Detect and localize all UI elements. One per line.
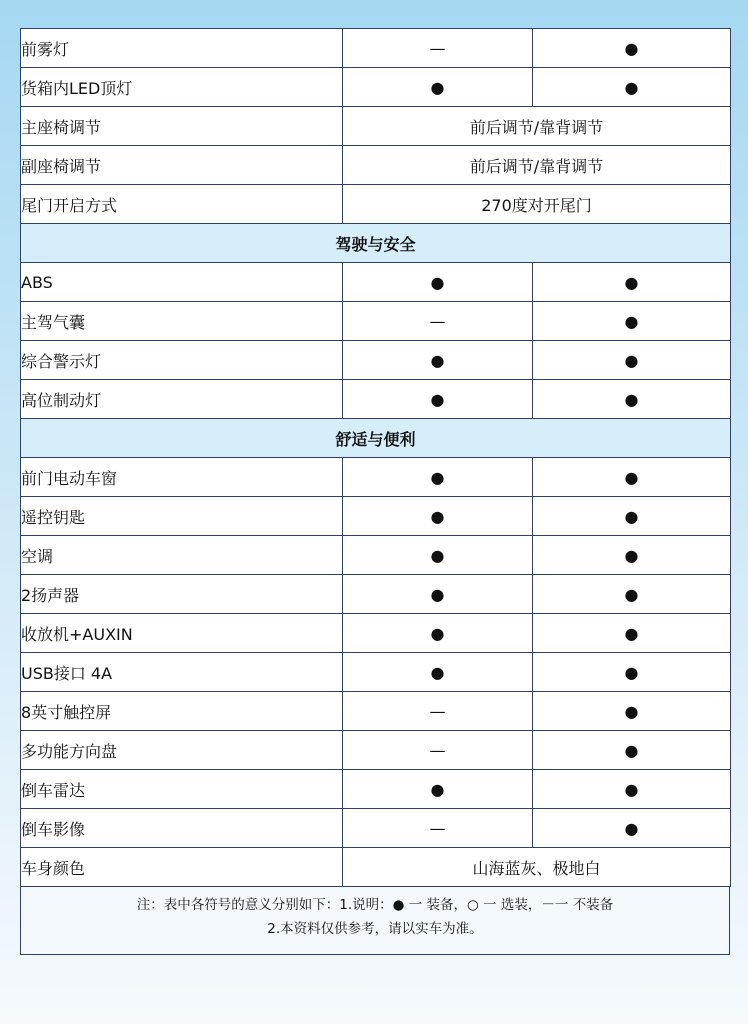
shared-value: 前后调节/靠背调节: [343, 146, 731, 185]
trim1-value: ●: [343, 536, 533, 575]
table-row: [21, 341, 731, 380]
feature-name: 多功能方向盘: [21, 731, 343, 770]
trim1-value: —: [343, 692, 533, 731]
section-title-comfort: 舒适与便利: [21, 419, 731, 458]
spec-sheet: [20, 28, 730, 955]
table-row: [21, 653, 731, 692]
trim2-value: ●: [533, 731, 731, 770]
table-row: [21, 458, 731, 497]
legend-note-line1: 注：表中各符号的意义分别如下：1.说明：● 一 装备，○ 一 选装，－一 不装备: [136, 897, 614, 913]
spec-table: [20, 28, 731, 887]
trim2-value: ●: [533, 692, 731, 731]
trim2-value: ●: [533, 458, 731, 497]
trim1-value: ●: [343, 458, 533, 497]
table-row: [21, 536, 731, 575]
feature-name: 前雾灯: [21, 29, 343, 68]
trim2-value: ●: [533, 380, 731, 419]
trim1-value: ●: [343, 653, 533, 692]
trim2-value: ●: [533, 770, 731, 809]
feature-name: 倒车雷达: [21, 770, 343, 809]
trim2-value: ●: [533, 497, 731, 536]
section-header-row: [21, 419, 731, 458]
feature-name: 前门电动车窗: [21, 458, 343, 497]
table-row: [21, 263, 731, 302]
table-row: [21, 68, 731, 107]
trim2-value: ●: [533, 536, 731, 575]
table-row: [21, 692, 731, 731]
feature-name: USB接口 4A: [21, 653, 343, 692]
trim2-value: ●: [533, 341, 731, 380]
table-row: [21, 302, 731, 341]
feature-name: 收放机+AUXIN: [21, 614, 343, 653]
feature-name: 高位制动灯: [21, 380, 343, 419]
trim1-value: ●: [343, 380, 533, 419]
shared-value: 270度对开尾门: [343, 185, 731, 224]
trim2-value: ●: [533, 263, 731, 302]
trim1-value: —: [343, 302, 533, 341]
shared-value: 山海蓝灰、极地白: [343, 848, 731, 887]
feature-name: 2扬声器: [21, 575, 343, 614]
table-row: [21, 107, 731, 146]
shared-value: 前后调节/靠背调节: [343, 107, 731, 146]
table-row: [21, 614, 731, 653]
trim1-value: ●: [343, 770, 533, 809]
trim2-value: ●: [533, 29, 731, 68]
table-row: [21, 809, 731, 848]
table-row: [21, 848, 731, 887]
feature-name: 主座椅调节: [21, 107, 343, 146]
trim1-value: ●: [343, 497, 533, 536]
trim1-value: —: [343, 809, 533, 848]
section-header-row: [21, 224, 731, 263]
trim2-value: ●: [533, 653, 731, 692]
feature-name: ABS: [21, 263, 343, 302]
feature-name: 车身颜色: [21, 848, 343, 887]
trim1-value: ●: [343, 614, 533, 653]
feature-name: 货箱内LED顶灯: [21, 68, 343, 107]
table-row: [21, 575, 731, 614]
table-row: [21, 146, 731, 185]
feature-name: 8英寸触控屏: [21, 692, 343, 731]
trim1-value: ●: [343, 341, 533, 380]
table-row: [21, 185, 731, 224]
legend-note: [20, 887, 730, 955]
table-row: [21, 380, 731, 419]
feature-name: 主驾气囊: [21, 302, 343, 341]
trim1-value: ●: [343, 68, 533, 107]
trim1-value: ●: [343, 575, 533, 614]
feature-name: 遥控钥匙: [21, 497, 343, 536]
trim1-value: —: [343, 731, 533, 770]
table-row: [21, 29, 731, 68]
trim2-value: ●: [533, 68, 731, 107]
table-row: [21, 497, 731, 536]
table-row: [21, 731, 731, 770]
section-title-safety: 驾驶与安全: [21, 224, 731, 263]
table-row: [21, 770, 731, 809]
trim1-value: —: [343, 29, 533, 68]
trim2-value: ●: [533, 575, 731, 614]
trim2-value: ●: [533, 614, 731, 653]
legend-note-line2: 2.本资料仅供参考，请以实车为准。: [267, 921, 483, 937]
trim1-value: ●: [343, 263, 533, 302]
trim2-value: ●: [533, 302, 731, 341]
feature-name: 倒车影像: [21, 809, 343, 848]
trim2-value: ●: [533, 809, 731, 848]
feature-name: 综合警示灯: [21, 341, 343, 380]
feature-name: 副座椅调节: [21, 146, 343, 185]
feature-name: 尾门开启方式: [21, 185, 343, 224]
feature-name: 空调: [21, 536, 343, 575]
